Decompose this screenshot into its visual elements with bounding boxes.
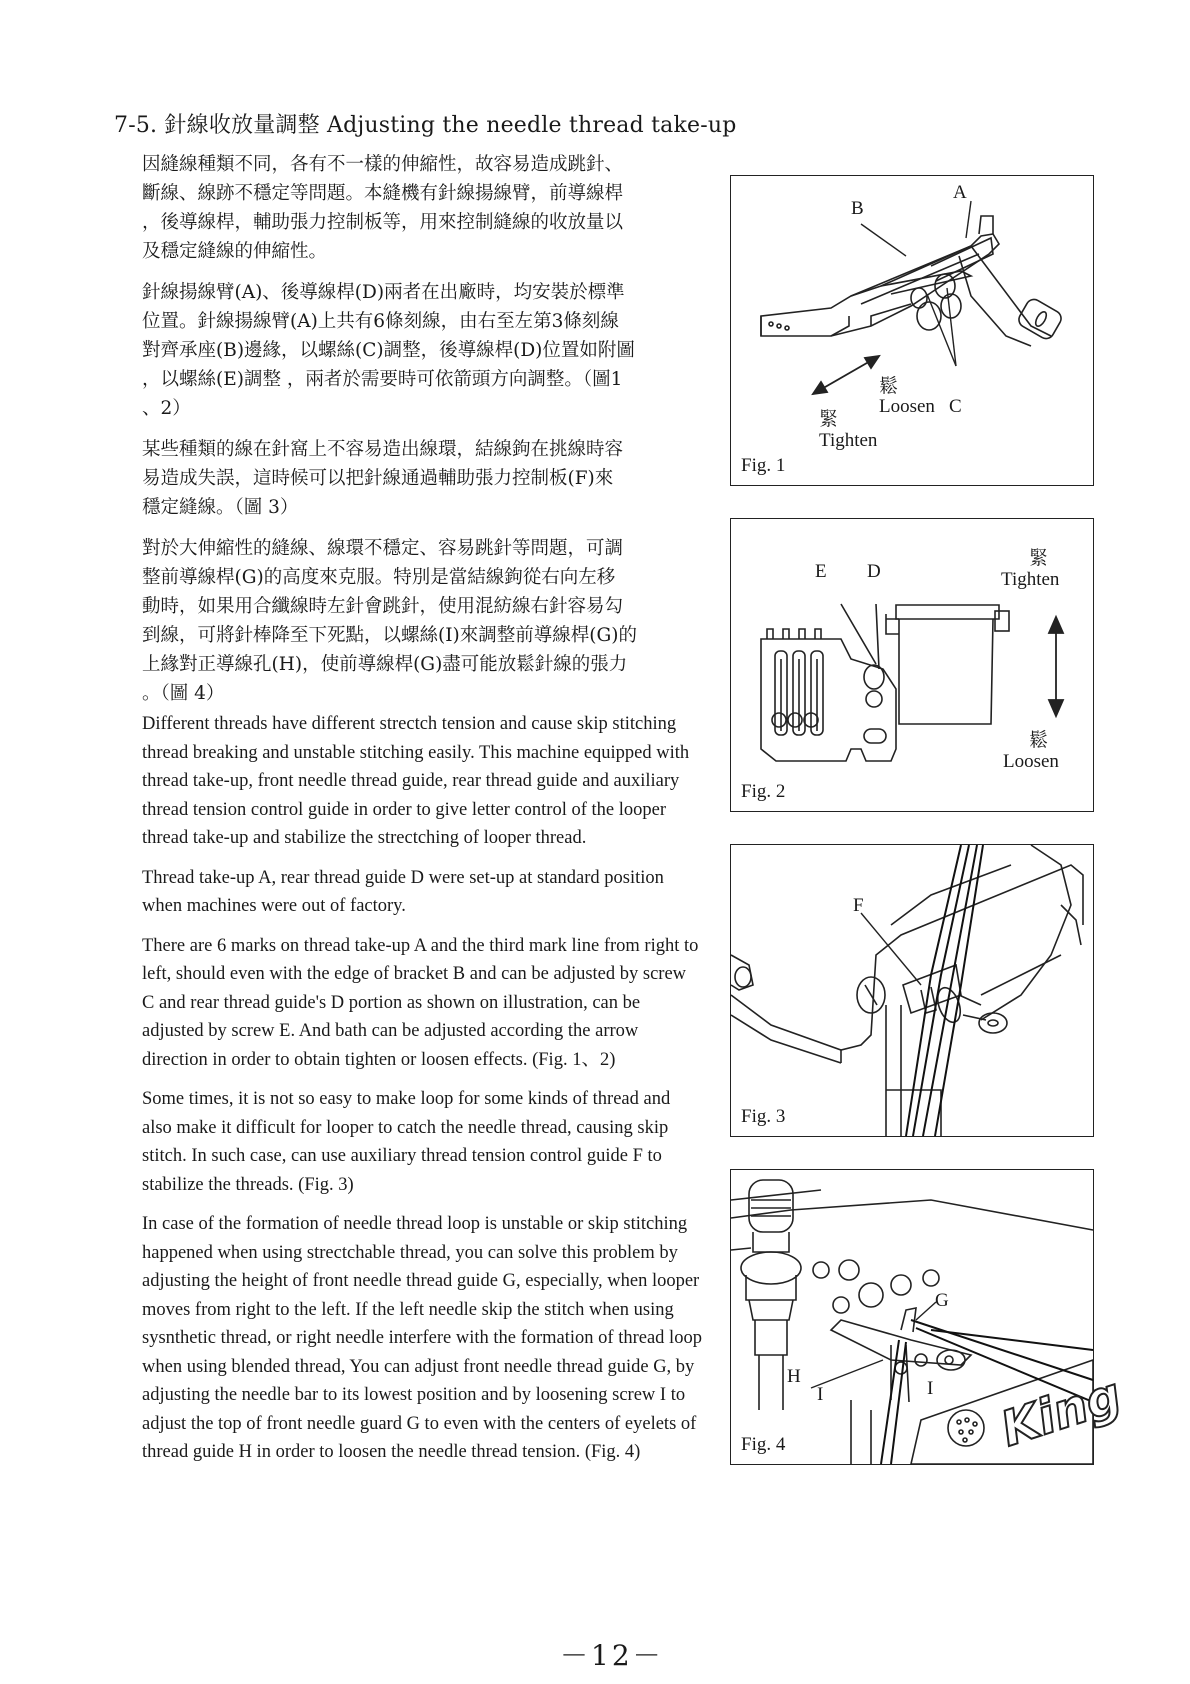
zh-paragraph-1: 因縫線種類不同，各有不一樣的伸縮性，故容易造成跳針、 斷線、線跡不穩定等問題。本縫機有針線揚線臂，前導線桿 ，後導線桿，輔助張力控制板等，用來控制縫線的收放量以 及穩定縫線的伸縮性。 — [142, 154, 624, 262]
fig2-tighten-en: Tighten — [1001, 569, 1060, 590]
section-title: 7-5. 針線收放量調整 Adjusting the needle thread take-up — [114, 113, 737, 138]
fig2-loosen-zh: 鬆 — [1029, 730, 1049, 751]
figure-1 — [730, 175, 1094, 486]
chinese-text-block — [142, 150, 702, 720]
king-logo: King — [994, 1366, 1128, 1458]
en-paragraph-4: Some times, it is not so easy to make loop for some kinds of thread and also make it difficult for looper to catch the needle thread, causing skip stitch. In such case, can use auxiliary thread tension control guide F to stabilize the threads. (Fig. 3) — [142, 1089, 671, 1195]
figure-2 — [730, 518, 1094, 812]
en-paragraph-1: Different threads have different strectch tension and cause skip stitching thread breaking and unstable stitching easily. This machine equipped with thread take-up, front needle thread guide, rear thread guide and auxiliary thread tension control guide in order to give letter control of the looper thread take-up and stabilize the strectching of looper thread. — [142, 714, 690, 848]
fig2-label-e: E — [815, 561, 827, 582]
en-paragraph-5: In case of the formation of needle thread loop is unstable or skip stitching happened when using strectchable thread, you can solve this problem by adjusting the height of front needle thread guide G, especially, when looper moves from right to the left. If the left needle skip the stitch when using sysnthetic thread, or right needle interfere with the formation of thread loop when using blended thread, You can adjust front needle thread guide G, by adjusting the needle bar to its lowest position and by loosening screw I to adjust the top of front needle guard G to even with the centers of eyelets of thread guide H in order to loosen the needle thread tension. (Fig. 4) — [142, 1214, 702, 1462]
fig2-tighten-zh: 緊 — [1029, 548, 1049, 569]
fig1-tighten-zh: 緊 — [819, 409, 839, 430]
en-paragraph-2: Thread take-up A, rear thread guide D were set-up at standard position when machines were out of factory. — [142, 867, 664, 916]
zh-paragraph-4: 對於大伸縮性的縫線、線環不穩定、容易跳針等問題，可調 整前導線桿(G)的高度來克服。特別是當結線鉤從右向左移 動時，如果用合纖線時左針會跳針，使用混紡線右針容易勾 到線，可將針棒降至下死點，以螺絲(I)來調整前導線桿(G)的 上緣對正導線孔(H)，使前導線桿(G)盡可能放鬆針線的張力 。（圖 4） — [142, 538, 637, 704]
figure-3 — [730, 844, 1094, 1137]
fig4-label-g: G — [935, 1290, 949, 1311]
figure-1-illustration — [731, 176, 1093, 485]
zh-paragraph-2: 針線揚線臂(A)、後導線桿(D)兩者在出廠時，均安裝於標準 位置。針線揚線臂(A)上共有6條刻線，由右至左第3條刻線 對齊承座(B)邊緣，以螺絲(C)調整，後導線桿(D)位置如附圖 ，以螺絲(E)調整 ，兩者於需要時可依箭頭方向調整。（圖1 、2） — [142, 282, 635, 419]
fig1-label-a: A — [953, 182, 967, 203]
english-text-block — [142, 710, 702, 1478]
page-number: －12－ — [560, 1639, 664, 1672]
fig2-loosen-en: Loosen — [1003, 751, 1059, 772]
fig4-label-i-left: I — [817, 1384, 824, 1405]
fig3-label-f: F — [853, 895, 864, 916]
fig4-label-h: H — [787, 1366, 801, 1387]
fig2-caption: Fig. 2 — [741, 781, 786, 802]
fig4-label-i-right: I — [927, 1378, 934, 1399]
fig1-caption: Fig. 1 — [741, 455, 786, 476]
fig1-loosen-en: Loosen — [879, 396, 935, 417]
figure-4 — [730, 1169, 1128, 1465]
fig1-tighten-en: Tighten — [819, 430, 878, 451]
fig1-label-b: B — [851, 198, 864, 219]
fig1-loosen-zh: 鬆 — [879, 376, 899, 397]
fig3-caption: Fig. 3 — [741, 1106, 786, 1127]
en-paragraph-3: There are 6 marks on thread take-up A and the third mark line from right to left, should even with the edge of bracket B and can be adjusted by screw C and rear thread guide's D portion as shown on illustration, can be adjusted by screw E. And bath can be adjusted according the arrow direction in order to obtain tighten or loosen effects. (Fig. 1、2) — [142, 935, 699, 1070]
figure-3-illustration — [731, 845, 1093, 1136]
fig4-caption: Fig. 4 — [741, 1434, 786, 1455]
figure-4-illustration — [731, 1170, 1128, 1464]
fig1-label-c: C — [949, 396, 962, 417]
fig2-label-d: D — [867, 561, 881, 582]
zh-paragraph-3: 某些種類的線在針窩上不容易造出線環，結線鉤在挑線時容 易造成失誤，這時候可以把針線通過輔助張力控制板(F)來 穩定縫線。（圖 3） — [142, 439, 624, 518]
